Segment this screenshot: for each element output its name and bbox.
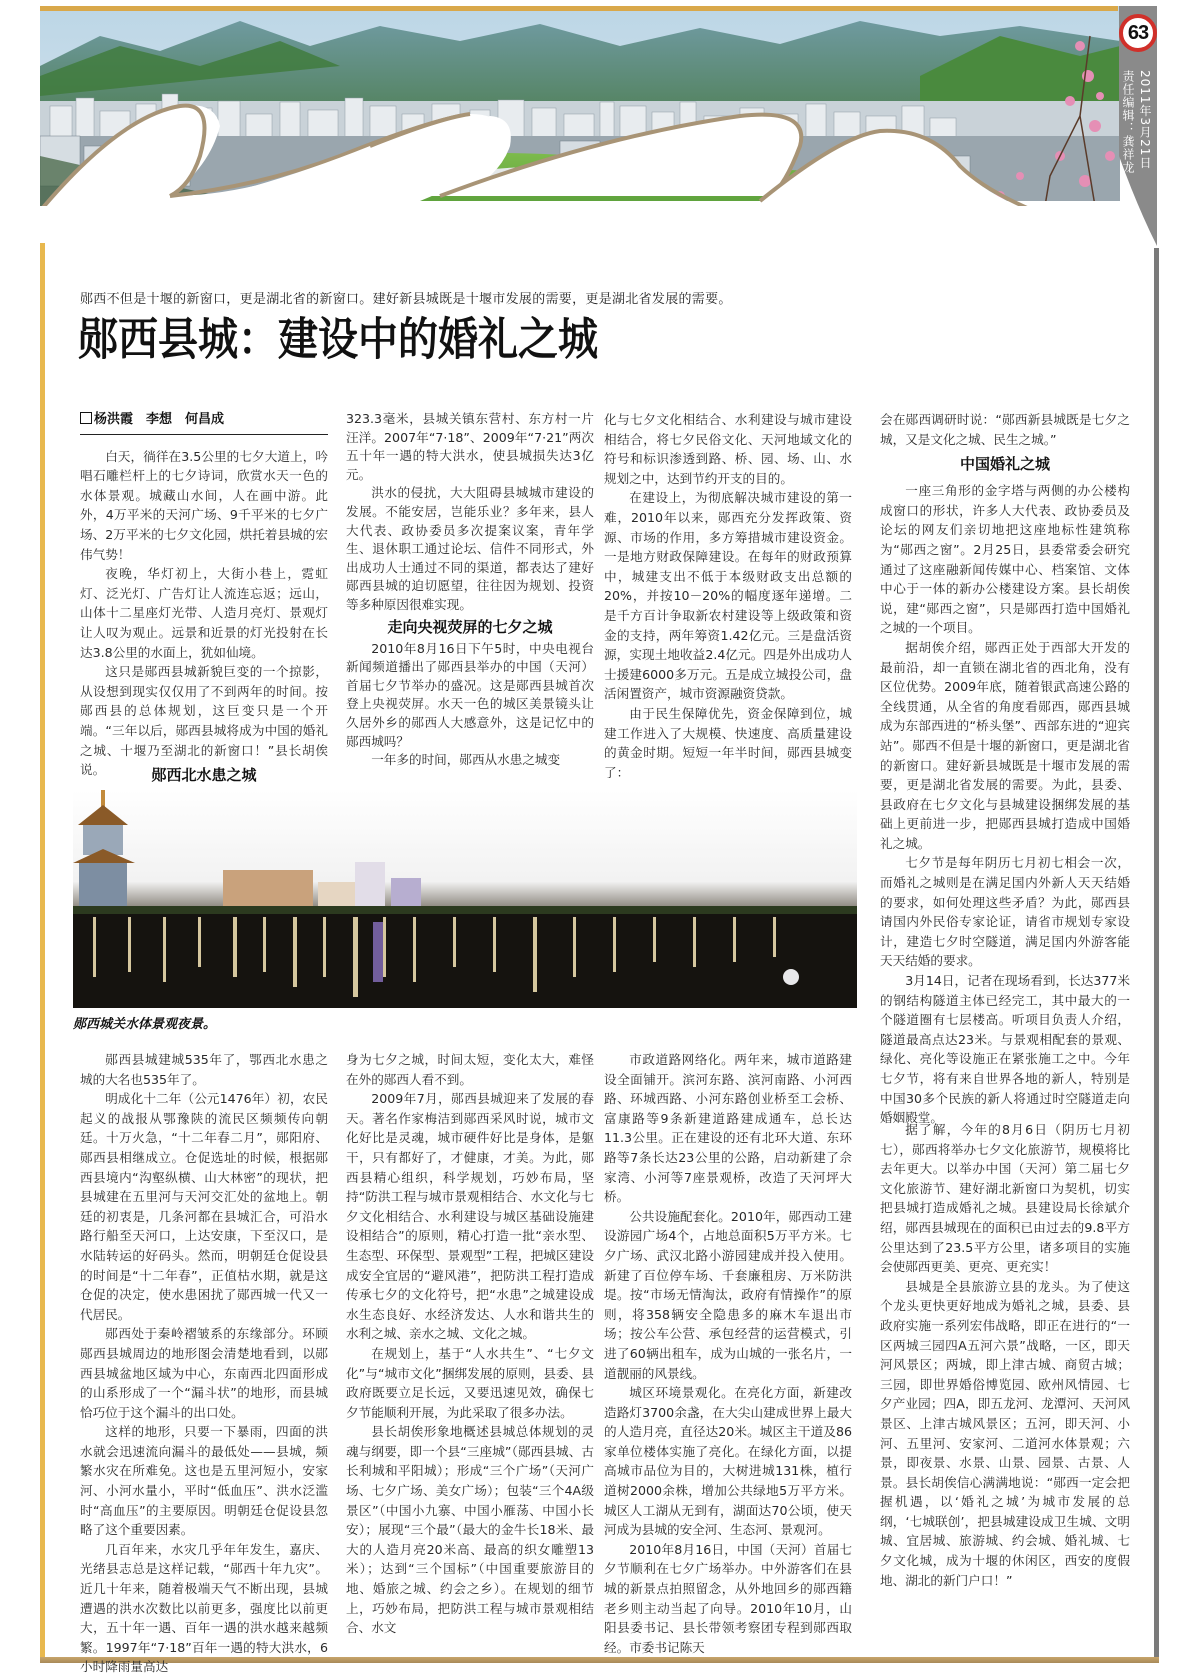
- paragraph: 身为七夕之城，时间太短，变化太大，难怪在外的郧西人看不到。: [346, 1052, 594, 1087]
- paragraph: 这只是郧西县城新貌巨变的一个掠影，从设想到现实仅仅用了不到两年的时间。按郧西县的总体规划，这巨变只是一个开端。“三年以后，郧西县城将成为中国的婚礼之城、十堰乃至湖北的新窗口！”县长胡俟说。: [80, 664, 328, 778]
- banner-top-rule: [40, 6, 1118, 11]
- paragraph: 公共设施配套化。2010年，郧西动工建设游园广场4个，占地总面积5万平方米。七夕广场、武汉北路小游园建成并投入使用。新建了百位停车场、千套廉租房、万米防洪堤。按“市场无情淘汰，政府有情操作”的原则，将358辆安全隐患多的麻木车退出市场；按公车公营、承包经营的运营模式，引进了60辆出租车，成为山城的一张名片，一道靓丽的风景线。: [604, 1208, 852, 1381]
- paragraph: 在建设上，为彻底解决城市建设的第一难，2010年以来，郧西充分发挥政策、资源、市场的作用，多方筹措城市建设资金。一是地方财政保障建设。在每年的财政预算中，城建支出不低于本级财政支出总额的20%，并按10－20%的幅度逐年递增。二是千方百计争取新农村建设等上级政策和资金的支持，两年筹资1.42亿元。三是盘活资源，实现土地收益2.4亿元。四是外出成功人士援建6000多万元。五是成立城投公司，盘活闲置资产，城市资源融资贷款。: [604, 490, 852, 702]
- article-headline: 郧西县城：建设中的婚礼之城: [78, 312, 598, 366]
- column-2-top: [346, 410, 594, 770]
- paragraph: 几百年来，水灾几乎年年发生，嘉庆、光绪县志总是这样记载，“郧西十年九灾”。近几十年来，随着极端天气不断出现，县城遭遇的洪水次数比以前更多，强度比以前更大，五十年一遇、百年一遇的洪水越来越频繁。1997年“7·18”百年一遇的特大洪水，6小时降雨量高达: [80, 1541, 328, 1675]
- editor-credit: 责任编辑：龚祥龙: [1121, 70, 1135, 174]
- column-1-top: [80, 410, 328, 780]
- night-scene-image: [73, 790, 857, 1008]
- city-panorama-photo: [40, 6, 1120, 252]
- column-2-bottom: [346, 1050, 594, 1638]
- subhead-wedding-city: 中国婚礼之城: [959, 455, 1050, 474]
- paragraph: 由于民生保障优先，资金保障到位，城建工作进入了大规模、快速度、高质量建设的黄金时期。短短一年半时间，郧西县城变了：: [604, 705, 852, 780]
- paragraph: 市政道路网络化。两年来，城市道路建设全面铺开。滨河东路、滨河南路、小河西路、环城西路、小河东路创业桥至工会桥、富康路等9条新建道路建成通车，总长达11.3公里。正在建设的还有北环大道、东环路等7条长达23公里的公路，启动新建了佘家湾、小河等7座景观桥，改造了天河坪大桥。: [604, 1052, 852, 1205]
- byline: [80, 410, 328, 435]
- column-4-bottom: [880, 1120, 1130, 1590]
- paragraph: 2010年8月16日下午5时，中央电视台新闻频道播出了郧西县举办的中国（天河）首届七夕节举办的盛况。这是郧西县城首次登上央视荧屏。水天一色的城区美景镜头让久居外乡的郧西人大感意外，这是记忆中的郧西城吗？: [346, 640, 594, 749]
- city-panorama-image: [40, 6, 1120, 252]
- paragraph: 郧西县城建城535年了，鄂西北水患之城的大名也535年了。: [80, 1052, 328, 1087]
- paragraph: 一年多的时间，郧西从水患之城变: [371, 752, 561, 768]
- column-3-top: [604, 410, 852, 782]
- paragraph: 夜晚，华灯初上，大街小巷上，霓虹灯、泛光灯、广告灯让人流连忘返；远山，山体十二星座灯光带、人造月亮灯、景观灯让人叹为观止。远景和近景的灯光投射在长达3.8公里的水面上，犹如仙境。: [80, 566, 328, 660]
- night-riverside-photo: [73, 790, 857, 1008]
- paragraph: 据胡俟介绍，郧西正处于西部大开发的最前沿，却一直锁在湖北省的西北角，没有区位优势。2009年底，随着银武高速公路的全线贯通，从全省的角度看郧西，郧西县城成为东部西进的“桥头堡”、西部东进的“迎宾站”。郧西不但是十堰的新窗口，更是湖北省的新窗口。建好新县城既是十堰市发展的需要，更是湖北省发展的需要。为此，县委、县政府在七夕文化与县城建设捆绑发展的基础上更前进一步，把郧西县城打造成中国婚礼之城。: [880, 639, 1130, 851]
- frame-right-rule: [1154, 248, 1159, 1660]
- paragraph: 郧西处于秦岭褶皱系的东缘部分。环顾郧西县城周边的地形图会清楚地看到，以郧西县城盆地区域为中心，东南西北四面形成的山系形成了一个“漏斗状”的地形，而县城恰巧位于这个漏斗的出口处。: [80, 1326, 328, 1420]
- paragraph: 县长胡俟形象地概述县城总体规划的灵魂与纲要，即一个县“三座城”（郧西县城、古长利城和平阳城）；形成“三个广场”（天河广场、七夕广场、美女广场）；包装“三个4A级景区”（中国小九寨、中国小雁荡、中国小长安）；展现“三个最”（最大的金牛长18米、最大的人造月亮20米高、最高的织女雕塑13米）；达到“三个国标”（中国重要旅游目的地、婚旅之城、约会之乡）。在规划的细节上，巧妙布局，把防洪工程与城市景观相结合、水文: [346, 1424, 594, 1636]
- byline-authors: 杨洪霞 李想 何昌成: [94, 412, 225, 427]
- paragraph: 明成化十二年（公元1476年）初，农民起义的战报从鄂豫陕的流民区频频传向朝廷。十万火急，“十二年春二月”，郧阳府、郧西县相继成立。仓促选址的时候，根据郧西县境内“沟壑纵横、山大林密”的现状，把县城建在五里河与天河交汇处的盆地上。朝廷的初衷是，几条河都在县城汇合，可沿水路行船至天河口，上达安康，下至汉口，是水陆转运的好码头。然而，明朝廷仓促设县的时间是“十二年春”，正值枯水期，就是这仓促的决定，使水患困扰了郧西城一代又一代居民。: [80, 1091, 328, 1322]
- paragraph: 白天，徜徉在3.5公里的七夕大道上，吟唱石雕栏杆上的七夕诗词，欣赏水天一色的水体景观。城藏山水间，人在画中游。此外，4万平米的天河广场、9千平米的七夕广场、2万平米的七夕文化园，烘托着县城的宏伟气势！: [80, 448, 328, 562]
- column-4-top: [880, 410, 1130, 1128]
- paragraph: 县城是全县旅游立县的龙头。为了使这个龙头更快更好地成为婚礼之城，县委、县政府实施一系列宏伟战略，即正在进行的“一区两城三园四A五河六景”战略，一区，即天河风景区；两城，即上津古城、商贸古城；三园，即世界婚俗博览园、欧州风情园、七夕产业园；四A，即五龙河、龙潭河、天河风景区、上津古城风景区；五河，即天河、小河、五里河、安家河、二道河水体景观；六景，即夜景、水景、山景、园景、古景、人景。县长胡俟信心满满地说：“郧西一定会把握机遇，以‘婚礼之城’为城市发展的总纲，‘七城联创’，把县城建设成卫生城、文明城、宜居城、旅游城、约会城、婚礼城、七夕文化城，成为十堰的休闲区，西安的度假地、湖北的新门户口！”: [880, 1278, 1130, 1588]
- paragraph: 洪水的侵扰，大大阻碍县城城市建设的发展。不能安居，岂能乐业？多年来，县人大代表、政协委员多次提案议案，青年学生、退休职工通过论坛、信件不同形式，外出成功人士通过不同的渠道，都表达了建好郧西县城的迫切愿望，往往因为规划、投资等多种原因很难实现。: [346, 485, 594, 612]
- paragraph: 城区环境景观化。在亮化方面，新建改造路灯3700余盏，在大尖山建成世界上最大的人造月亮，直径达20米。城区主干道及86家单位楼体实施了亮化。在绿化方面，以提高城市品位为目的，大树进城131株，植行道树2000余株，增加公共绿地5万平方米。城区人工湖从无到有，湖面达70公顷，使天河成为县城的安全河、生态河、景观河。: [604, 1385, 852, 1538]
- page-number-badge: 63: [1119, 14, 1157, 52]
- paragraph: 这样的地形，只要一下暴雨，四面的洪水就会迅速流向漏斗的最低处——县城，频繁水灾在所难免。这也是五里河短小，安家河、小河水量小，平时“低血压”、洪水泛滥时“高血压”的主要原因。明朝廷仓促设县忽略了这个重要因素。: [80, 1424, 328, 1538]
- issue-date: 2011年3月21日: [1138, 70, 1152, 170]
- column-3-bottom: [604, 1050, 852, 1657]
- subhead-cctv: 走向央视荧屏的七夕之城: [387, 617, 553, 636]
- paragraph: 一座三角形的金字塔与两侧的办公楼构成窗口的形状，许多人大代表、政协委员及论坛的网友们亲切地把这座地标性建筑称为“郧西之窗”。2月25日，县委常委会研究通过了这座融新闻传媒中心、档案馆、文体中心于一体的新办公楼建设方案。县长胡俟说，建“郧西之窗”，只是郧西打造中国婚礼之城的一个项目。: [880, 483, 1130, 636]
- paragraph: 在规划上，基于“人水共生”、“七夕文化”与“城市文化”捆绑发展的原则，县委、县政府既要立足长远，又要迅速见效，确保七夕节能顺利开展，为此采取了很多办法。: [346, 1345, 594, 1420]
- paragraph: 七夕节是每年阴历七月初七相会一次，而婚礼之城则是在满足国内外新人天天结婚的要求，如何处理这些矛盾？为此，郧西县请国内外民俗专家论证，请省市规划专家设计，建造七夕时空隧道，满足国内外游客能天天结婚的要求。: [880, 855, 1130, 969]
- paragraph: 据了解，今年的8月6日（阴历七月初七），郧西将举办七夕文化旅游节，规模将比去年更大。以举办中国（天河）第二届七夕文化旅游节、建好湖北新窗口为契机，切实把县城打造成婚礼之城。县建设局长徐斌介绍，郧西县城现在的面积已由过去的9.8平方公里达到了23.5平方公里，诸多项目的实施会使郧西更美、更亮、更充实！: [880, 1122, 1130, 1275]
- paragraph: 3月14日，记者在现场看到，长达377米的钢结构隧道主体已经完工，其中最大的一个隧道圈有七层楼高。听项目负责人介绍，隧道最高点达23米。与景观相配套的景观、绿化、亮化等设施正在紧张施工之中。今年七夕节，将有来自世界各地的新人，特别是中国30多个民族的新人将通过时空隧道走向婚姻殿堂。: [880, 973, 1130, 1126]
- paragraph: 2009年7月，郧西县城迎来了发展的春天。著名作家梅洁到郧西采风时说，城市文化好比是灵魂，城市硬件好比是身体，是躯干，只有都好了，才健康，才美。为此，郧西县精心组织，科学规划，巧妙布局，坚持“防洪工程与城市景观相结合、水文化与七夕文化相结合、水利建设与城区基础设施建设相结合”的原则，精心打造一批“亲水型、生态型、环保型、景观型”工程，把城区建设成安全宜居的“避风港”，把防洪工程打造成传承七夕的文化符号，把“水患”之城建设成水生态良好、水经济发达、人水和谐共生的水利之城、亲水之城、文化之城。: [346, 1091, 594, 1342]
- article-kicker: 郧西不但是十堰的新窗口，更是湖北省的新窗口。建好新县城既是十堰市发展的需要，更是湖北省发展的需要。: [80, 292, 732, 307]
- byline-box-icon: [80, 412, 92, 424]
- paragraph: 323.3毫米，县城关镇东营村、东方村一片汪洋。2007年“7·18”、2009年“7·21”两次五十年一遇的特大洪水，使县城损失达3亿元。: [346, 411, 594, 482]
- paragraph: 会在郧西调研时说：“郧西新县城既是七夕之城，又是文化之城、民生之城。”: [880, 412, 1130, 447]
- subhead-flood-city: 郧西北水患之城: [151, 766, 257, 784]
- paragraph: 2010年8月16日，中国（天河）首届七夕节顺利在七夕广场举办。中外游客们在县城的新景点拍照留念，从外地回乡的郧西籍老乡则主动当起了向导。2010年10月，山阳县委书记、县长带领考察团专程到郧西取经。市委书记陈天: [604, 1541, 852, 1655]
- paragraph: 化与七夕文化相结合、水利建设与城市建设相结合，将七夕民俗文化、天河地域文化的符号和标识渗透到路、桥、园、场、山、水规划之中，达到节约开支的目的。: [604, 412, 852, 486]
- column-1-bottom: [80, 1050, 328, 1677]
- photo-caption: 郧西城关水体景观夜景。: [73, 1017, 217, 1032]
- frame-left-rule: [40, 243, 45, 1658]
